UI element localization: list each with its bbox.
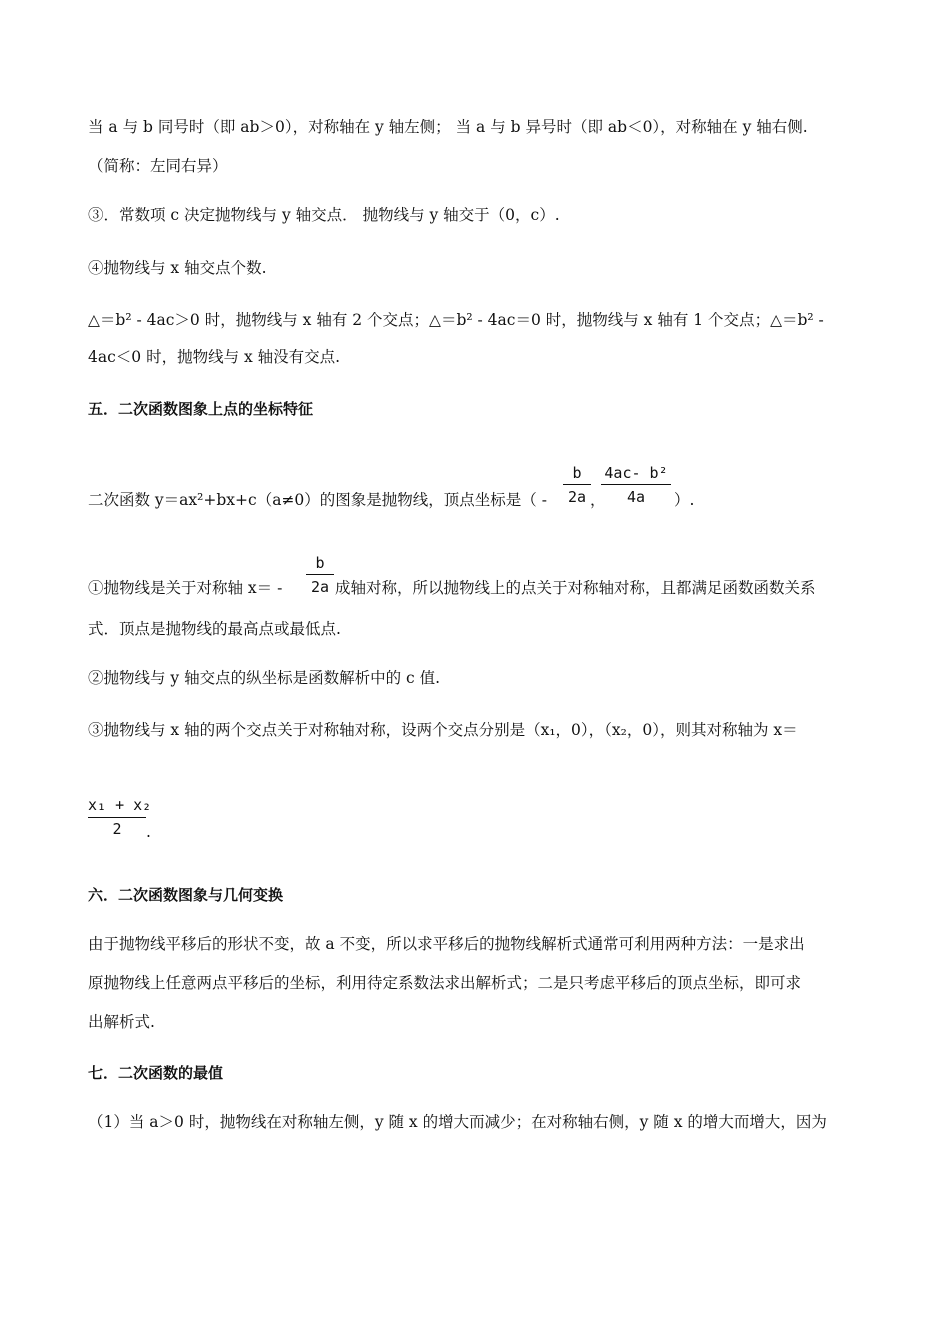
text-line-extremum: （1）当 a＞0 时，抛物线在对称轴左侧，y 随 x 的增大而减少；在对称轴右侧，y 随 x 的增大而增大，因为 bbox=[88, 1113, 827, 1131]
fraction-denominator: 2a bbox=[310, 578, 330, 596]
text-line-translation-1: 由于抛物线平移后的形状不变，故 a 不变，所以求平移后的抛物线解析式通常可利用两种方法：一是求出 bbox=[88, 935, 805, 953]
fraction-denominator: 2a bbox=[567, 488, 587, 506]
fraction-x1-plus-x2-over-2 bbox=[88, 794, 152, 842]
text-line-symmetry-cont: 成轴对称，所以抛物线上的点关于对称轴对称，且都满足函数函数关系 bbox=[335, 579, 816, 597]
fraction-bar bbox=[563, 484, 591, 485]
fraction-bar bbox=[601, 484, 671, 485]
fraction-4ac-b2-over-4a bbox=[601, 460, 671, 512]
text-line-discriminant: △＝b² - 4ac＞0 时，抛物线与 x 轴有 2 个交点；△＝b² - 4ac＝0 时，抛物线与 x 轴有 1 个交点；△＝b² - bbox=[88, 311, 824, 329]
text-line-vertex-end: ）. bbox=[674, 491, 695, 509]
text-line-translation-3: 出解析式. bbox=[88, 1013, 155, 1031]
section-heading-6: 六．二次函数图象与几何变换 bbox=[88, 886, 284, 904]
section-heading-5: 五．二次函数图象上点的坐标特征 bbox=[88, 400, 314, 418]
text-line-y-intercept: ②抛物线与 y 轴交点的纵坐标是函数解析中的 c 值. bbox=[88, 669, 441, 687]
text-line-x-intersections: ④抛物线与 x 轴交点个数. bbox=[88, 259, 267, 277]
text-line-constant-term: ③．常数项 c 决定抛物线与 y 轴交点． 抛物线与 y 轴交于（0，c）. bbox=[88, 206, 560, 224]
fraction-numerator: x₁ + x₂ bbox=[88, 796, 152, 814]
text-line-two-roots: ③抛物线与 x 轴的两个交点关于对称轴对称，设两个交点分别是（x₁，0），（x₂，0），则其对称轴为 x＝ bbox=[88, 721, 798, 739]
fraction-numerator: 4ac- b² bbox=[604, 464, 668, 482]
fraction-b-over-2a bbox=[563, 462, 591, 512]
comma: ， bbox=[590, 491, 606, 509]
section-heading-7: 七．二次函数的最值 bbox=[88, 1064, 224, 1082]
text-line-translation-2: 原抛物线上任意两点平移后的坐标，利用待定系数法求出解析式；二是只考虑平移后的顶点坐标，即可求 bbox=[88, 974, 802, 992]
fraction-numerator: b bbox=[315, 554, 325, 572]
text-line-sign-rule: 当 a 与 b 同号时（即 ab＞0），对称轴在 y 轴左侧； 当 a 与 b 异号时（即 ab＜0），对称轴在 y 轴右侧. bbox=[88, 118, 808, 136]
fraction-denominator: 4a bbox=[626, 488, 646, 506]
fraction-b-over-2a-axis bbox=[306, 552, 334, 602]
text-line-short-name: （简称：左同右异） bbox=[88, 157, 228, 175]
text-line-symmetry: ①抛物线是关于对称轴 x＝ - bbox=[88, 579, 283, 597]
fraction-bar bbox=[88, 817, 146, 818]
text-line-discriminant-cont: 4ac＜0 时，抛物线与 x 轴没有交点. bbox=[88, 348, 341, 366]
period: . bbox=[146, 823, 151, 841]
fraction-denominator: 2 bbox=[112, 820, 122, 838]
text-line-vertex: 二次函数 y＝ax²+bx+c（a≠0）的图象是抛物线，顶点坐标是（ - bbox=[88, 491, 547, 509]
text-line-vertex-extreme: 式．顶点是抛物线的最高点或最低点. bbox=[88, 620, 341, 638]
fraction-numerator: b bbox=[572, 464, 582, 482]
fraction-bar bbox=[306, 574, 334, 575]
